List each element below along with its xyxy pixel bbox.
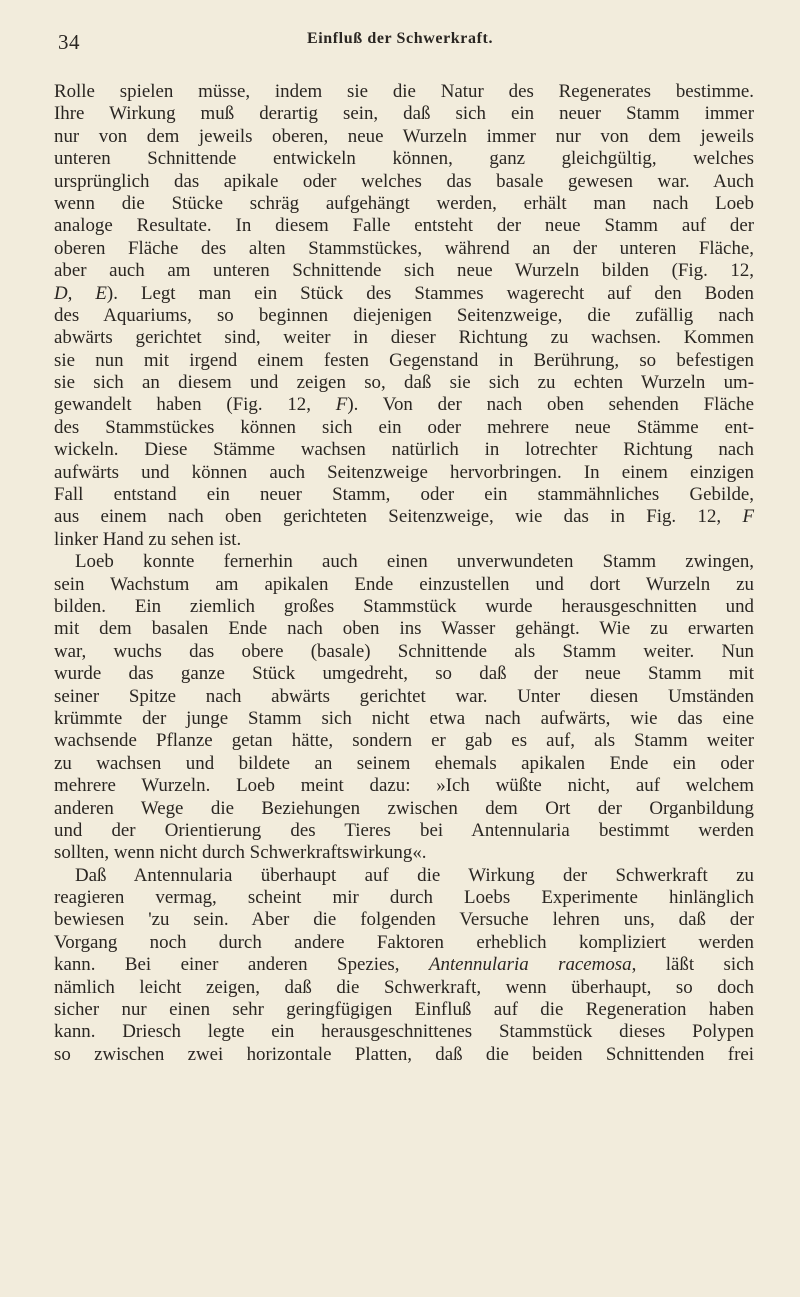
text-line: oberen Fläche des alten Stammstückes, während an der unteren Fläche, <box>54 237 754 259</box>
text-line: Daß Antennularia überhaupt auf die Wirkung der Schwerkraft zu <box>75 864 754 886</box>
text-line: nur von dem jeweils oberen, neue Wurzeln immer nur von dem jeweils <box>54 125 754 147</box>
text-line: und der Orientierung des Tieres bei Antennularia bestimmt werden <box>54 819 754 841</box>
text-line: des Aquariums, so beginnen diejenigen Seitenzweige, die zufällig nach <box>54 304 754 326</box>
text-line: wachsende Pflanze getan hätte, sondern er gab es auf, als Stamm weiter <box>54 730 754 752</box>
text-line: mit dem basalen Ende nach oben ins Wasser gehängt. Wie zu erwarten <box>54 618 754 640</box>
text-line: kann. Bei einer anderen Spezies, Antennularia racemosa, läßt sich <box>54 954 754 976</box>
text-line: Vorgang noch durch andere Faktoren erheblich kompliziert werden <box>54 931 754 953</box>
text-line: ursprünglich das apikale oder welches das basale gewesen war. Auch <box>54 170 754 192</box>
text-line: nämlich leicht zeigen, daß die Schwerkraft, wenn überhaupt, so doch <box>54 976 754 998</box>
text-line: krümmte der junge Stamm sich nicht etwa nach aufwärts, wie das eine <box>54 707 754 729</box>
text-line: bilden. Ein ziemlich großes Stammstück wurde herausgeschnitten und <box>54 595 754 617</box>
text-line: analoge Resultate. In diesem Falle entsteht der neue Stamm auf der <box>54 215 754 237</box>
text-line: sie sich an diesem und zeigen so, daß sie sich zu echten Wurzeln um- <box>54 372 754 394</box>
text-line: seiner Spitze nach abwärts gerichtet war. Unter diesen Umständen <box>54 685 754 707</box>
text-line: war, wuchs das obere (basale) Schnittende als Stamm weiter. Nun <box>54 640 754 662</box>
text-line: gewandelt haben (Fig. 12, F). Von der nach oben sehenden Fläche <box>54 394 755 416</box>
text-line: Fall entstand ein neuer Stamm, oder ein stammähnliches Gebilde, <box>54 484 754 506</box>
page-number: 34 <box>58 30 80 54</box>
text-line: des Stammstückes können sich ein oder mehrere neue Stämme ent- <box>54 416 754 438</box>
text-line: sollten, wenn nicht durch Schwerkraftswirkung«. <box>54 842 427 864</box>
text-line: abwärts gerichtet sind, weiter in dieser Richtung zu wachsen. Kommen <box>54 327 754 349</box>
text-line: wenn die Stücke schräg aufgehängt werden, erhält man nach Loeb <box>54 192 754 214</box>
text-line: aber auch am unteren Schnittende sich neue Wurzeln bilden (Fig. 12, <box>54 260 754 282</box>
text-line: wickeln. Diese Stämme wachsen natürlich in lotrechter Richtung nach <box>54 439 754 461</box>
text-line: wurde das ganze Stück umgedreht, so daß der neue Stamm mit <box>54 663 754 685</box>
text-line: unteren Schnittende entwickeln können, ganz gleichgültig, welches <box>54 148 754 170</box>
text-line: D, E). Legt man ein Stück des Stammes wagerecht auf den Boden <box>54 282 754 304</box>
text-line: Loeb konnte fernerhin auch einen unverwundeten Stamm zwingen, <box>75 551 754 573</box>
text-line: so zwischen zwei horizontale Platten, daß die beiden Schnittenden frei <box>54 1043 754 1065</box>
text-line: aufwärts und können auch Seitenzweige hervorbringen. In einem einzigen <box>54 461 754 483</box>
text-line: linker Hand zu sehen ist. <box>54 528 242 550</box>
text-line: anderen Wege die Beziehungen zwischen dem Ort der Organbildung <box>54 797 754 819</box>
text-line: reagieren vermag, scheint mir durch Loebs Experimente hinlänglich <box>54 887 754 909</box>
text-line: sicher nur einen sehr geringfügigen Einfluß auf die Regeneration haben <box>54 999 754 1021</box>
text-line: mehrere Wurzeln. Loeb meint dazu: »Ich wüßte nicht, auf welchem <box>54 775 754 797</box>
text-line: aus einem nach oben gerichteten Seitenzweige, wie das in Fig. 12, F <box>54 506 754 528</box>
body-text <box>54 81 754 1066</box>
text-line: sie nun mit irgend einem festen Gegenstand in Berührung, so befestigen <box>54 349 754 371</box>
text-line: kann. Driesch legte ein herausgeschnittenes Stammstück dieses Polypen <box>54 1021 754 1043</box>
text-line: zu wachsen und bildete an seinem ehemals apikalen Ende ein oder <box>54 752 754 774</box>
text-line: bewiesen 'zu sein. Aber die folgenden Versuche lehren uns, daß der <box>54 909 754 931</box>
text-line: Rolle spielen müsse, indem sie die Natur des Regenerates bestimme. <box>54 81 754 102</box>
running-head: Einfluß der Schwerkraft. <box>306 30 494 47</box>
text-line: sein Wachstum am apikalen Ende einzustellen und dort Wurzeln zu <box>54 573 754 595</box>
text-line: Ihre Wirkung muß derartig sein, daß sich ein neuer Stamm immer <box>54 103 754 125</box>
